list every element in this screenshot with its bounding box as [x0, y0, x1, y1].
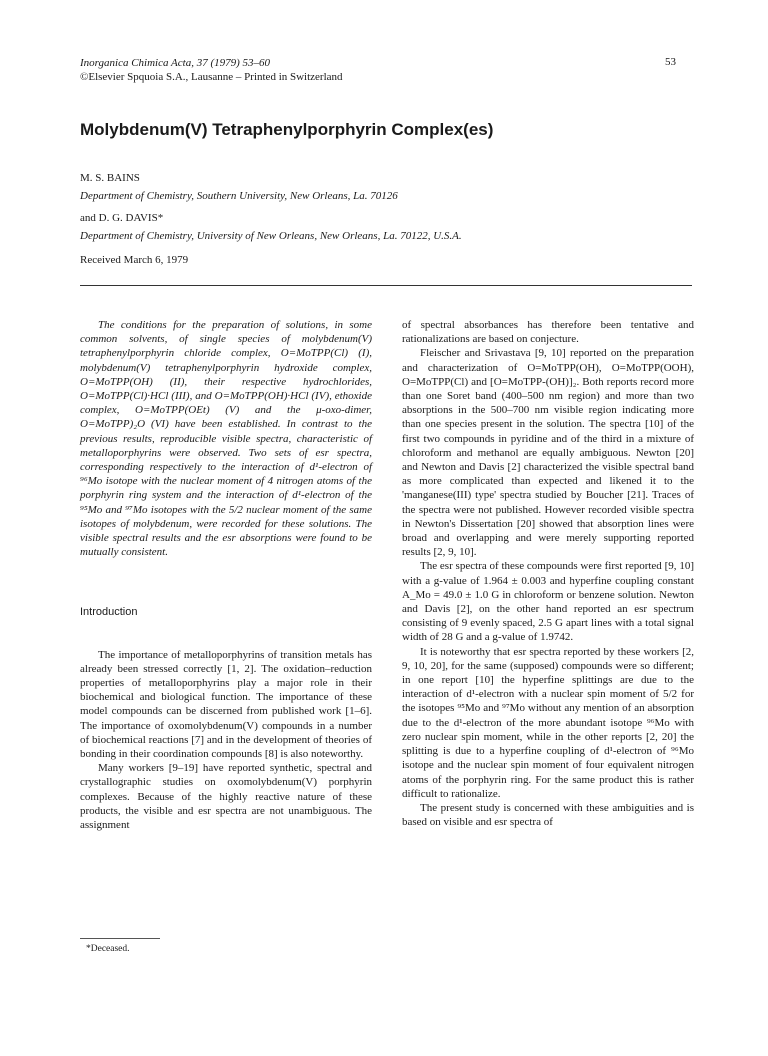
- abstract: The conditions for the preparation of solutions, in some common solvents, of single species of molybdenum(V) tetraphenylporphyrin chloride complex, O=MoTPP(Cl) (I), molybdenum(V) tetraphenylporphyrin hydroxide complex, O=MoTPP(OH) (II), their respective hydrochlorides, O=MoTPP(Cl)·HCl (III), and O=MoTPP(OH)·HCl (IV), ethoxide complex, O=MoTPP(OEt) (V) and the μ-oxo-dimer, O=MoTPP)₂O (VI) have been established. In contrast to the previous results, reproducible visible spectra, characteristic of metalloporphyrins were observed. Two sets of esr spectra, corresponding respectively to the interaction of d¹-electron of ⁹⁶Mo isotope with the nuclear moment of 4 nitrogen atoms of the porphyrin ring system and the interaction of d¹-electron of the ⁹⁵Mo and ⁹⁷Mo isotopes with the 5/2 nuclear moment of the same isotopes of molybdenum, were recorded for these solutions. The visible spectral results and the esr absorptions were found to be mutually consistent.: [80, 319, 372, 559]
- intro-paragraph-1: The importance of metalloporphyrins of transition metals has already been stressed correctly [1, 2]. The oxidation–reduction properties of metalloporphyrins play a major role in their biochemical and biological function. The importance of these model compounds can be discerned from published work [1–6]. The importance of oxomolybdenum(V) compounds in a number of biochemical reactions [7] and in the development of theories of bonding in their coordination compounds [8] is also noteworthy.: [80, 648, 372, 761]
- body-paragraph-3: It is noteworthy that esr spectra reported by these workers [2, 9, 10, 20], for the same (supposed) compounds were so different; in one report [10] the hyperfine splittings are due to the interaction of d¹-electron with a nuclear spin moment of 5/2 for the isotopes ⁹⁵Mo and ⁹⁷Mo without any mention of an absorption due to the d¹-electron of the more abundant isotope ⁹⁶Mo with zero nuclear spin moment, while in the other reports [2, 20] the splitting is due to a hyperfine coupling of d¹-electron of ⁹⁶Mo isotope and the nuclear spin moment of four equivalent nitrogen atoms of the porphyrin ring. For the same product this is rather difficult to rationalize.: [402, 645, 694, 800]
- footnote-divider: [80, 938, 160, 939]
- intro-paragraph-2: Many workers [9–19] have reported synthetic, spectral and crystallographic studies on oxomolybdenum(V) porphyrin complexes. Because of the highly reactive nature of these products, the visible and esr spectra are not unambiguous. The assignment: [80, 762, 372, 832]
- author-1: M. S. BAINS: [80, 172, 140, 184]
- header-divider: [80, 285, 692, 286]
- author-block: [80, 171, 700, 267]
- footnote: *Deceased.: [86, 944, 130, 954]
- affiliation-2: Department of Chemistry, University of New Orleans, New Orleans, La. 70122, U.S.A.: [80, 230, 462, 242]
- section-heading-introduction: Introduction: [80, 606, 138, 619]
- journal-header: [80, 56, 343, 84]
- journal-citation: Inorganica Chimica Acta, 37 (1979) 53–60: [80, 57, 271, 69]
- author-2: and D. G. DAVIS*: [80, 212, 164, 224]
- received-date: Received March 6, 1979: [80, 254, 189, 266]
- page-number: 53: [665, 56, 676, 68]
- article-title: Molybdenum(V) Tetraphenylporphyrin Complex(es): [80, 120, 494, 139]
- body-paragraph-continued: of spectral absorbances has therefore been tentative and rationalizations are based on conjecture.: [402, 319, 694, 346]
- body-paragraph-2: The esr spectra of these compounds were first reported [9, 10] with a g-value of 1.964 ± 0.003 and hyperfine coupling constant A_Mo = 49.0 ± 1.0 G in chloroform or benzene solution. Newton and Davis [2], on the other hand reported an esr spectrum consisting of 9 evenly spaced, 2.5 G apart lines with a total signal width of 28 G and a g-value of 1.9742.: [402, 560, 694, 644]
- body-paragraph-1: Fleischer and Srivastava [9, 10] reported on the preparation and characterization of O=MoTPP(OH), O=MoTPP(OOH), O=MoTPP(Cl) and [O=MoTPP-(OH)]₂. Both reports record more than one Soret band (400–500 nm region) and more than two absorptions in the 500–700 nm visible region indicating more than one species present in the solution. The spectra [10] of the first two compounds in pyridine and of the third in a mixture of chloroform and methanol are equally ambiguous. Newton [20] and Newton and Davis [2] characterized the visible spectral band as more complicated than expected and likened it to the 'manganese(III) type' spectra studied by Boucher [21]. Traces of the spectra were not published. However recorded visible spectra in Newton's Dissertation [20] showed that absorption lines were broad and overlapping and were merely supporting reported results [2, 9, 10].: [402, 347, 694, 559]
- affiliation-1: Department of Chemistry, Southern University, New Orleans, La. 70126: [80, 190, 398, 202]
- left-column: [80, 318, 372, 832]
- publisher-line: ©Elsevier Spquoia S.A., Lausanne – Printed in Switzerland: [80, 71, 343, 83]
- right-column: [402, 318, 694, 829]
- body-paragraph-4: The present study is concerned with these ambiguities and is based on visible and esr spectra of: [402, 801, 694, 829]
